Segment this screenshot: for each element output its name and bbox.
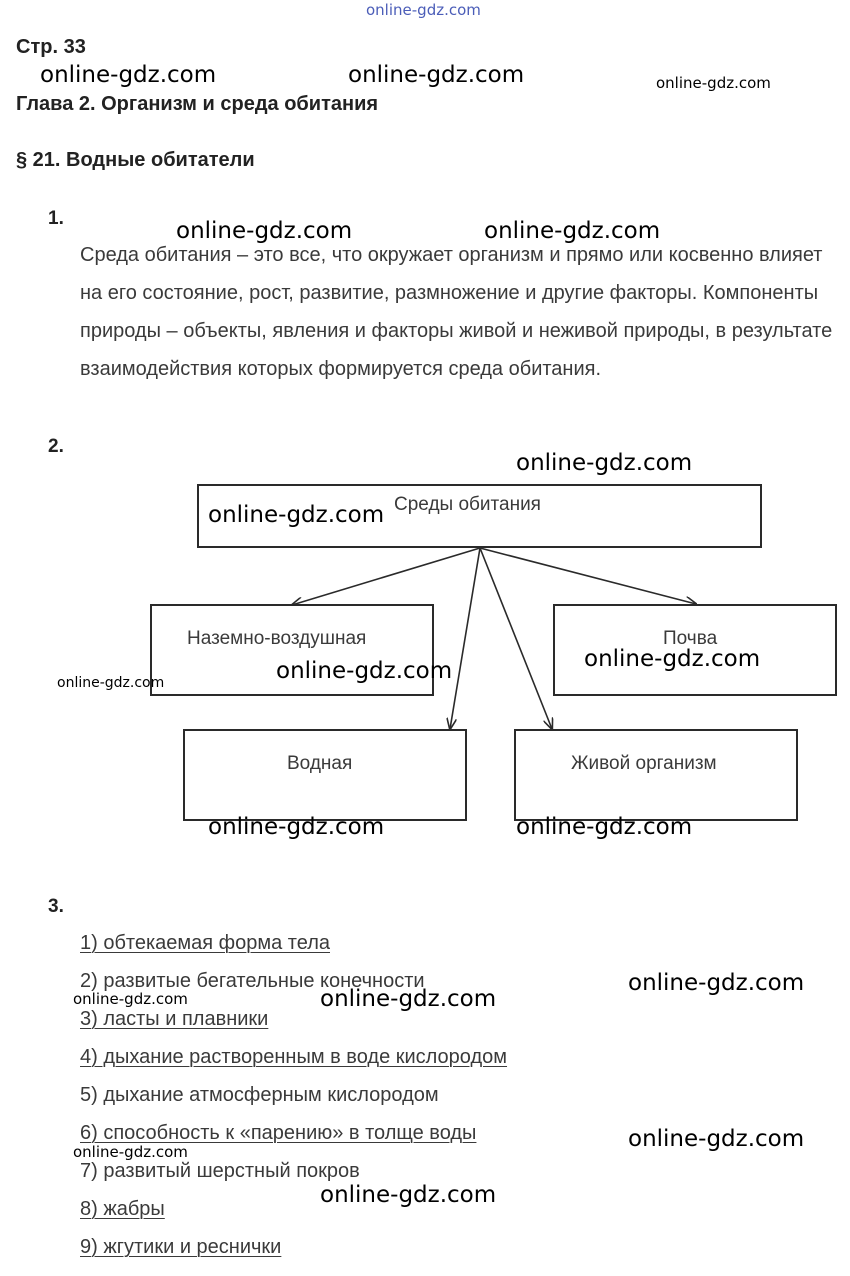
task-3-number: 3.	[48, 896, 64, 917]
watermark: online-gdz.com	[320, 986, 497, 1012]
watermark: online-gdz.com	[516, 814, 693, 840]
watermark: online-gdz.com	[516, 450, 693, 476]
list-item: 2) развитые бегательные конечности	[80, 970, 425, 992]
list-item: 9) жгутики и реснички	[80, 1236, 282, 1258]
task-2-number: 2.	[48, 436, 64, 457]
diagram-label-organism: Живой организм	[571, 753, 717, 774]
watermark: online-gdz.com	[584, 646, 761, 672]
arrow-to-soil	[480, 548, 696, 604]
watermark: online-gdz.com	[628, 1126, 805, 1152]
list-item: 4) дыхание растворенным в воде кислородом	[80, 1046, 508, 1068]
task-1-number: 1.	[48, 208, 64, 229]
task-1-text: Среда обитания – это все, что окружает организм и прямо или косвенно влияет на его состояние, рост, развитие, размножение и другие факторы. Компоненты природы – объекты, явления и факторы живой и неживой природы, в результате взаимодействия которых формируется среда обитания.	[80, 244, 833, 380]
watermark: online-gdz.com	[656, 74, 771, 92]
watermark: online-gdz.com	[276, 658, 453, 684]
watermark: online-gdz.com	[40, 62, 217, 88]
diagram-label-soil: Почва	[663, 628, 718, 649]
list-item: 1) обтекаемая форма тела	[80, 932, 330, 954]
list-item: 5) дыхание атмосферным кислородом	[80, 1084, 439, 1106]
diagram-box-water	[183, 729, 467, 821]
arrow-to-water	[450, 548, 480, 729]
watermark: online-gdz.com	[73, 990, 188, 1008]
section-title: § 21. Водные обитатели	[16, 149, 255, 171]
diagram-label-water: Водная	[287, 753, 353, 774]
arrow-to-organism	[480, 548, 552, 729]
chapter-title: Глава 2. Организм и среда обитания	[16, 93, 379, 115]
diagram-box-organism	[514, 729, 798, 821]
watermark-top: online-gdz.com	[366, 1, 481, 19]
watermark: online-gdz.com	[73, 1143, 188, 1161]
watermark: online-gdz.com	[57, 675, 165, 691]
watermark: online-gdz.com	[208, 814, 385, 840]
list-item: 6) способность к «парению» в толще воды	[80, 1122, 477, 1144]
watermark: online-gdz.com	[208, 502, 385, 528]
list-item: 8) жабры	[80, 1198, 165, 1220]
page-number: Стр. 33	[16, 36, 86, 58]
diagram-root-label: Среды обитания	[394, 494, 541, 515]
list-item: 7) развитый шерстный покров	[80, 1160, 360, 1182]
watermark: online-gdz.com	[348, 62, 525, 88]
watermark: online-gdz.com	[628, 970, 805, 996]
diagram-label-land-air: Наземно-воздушная	[187, 628, 367, 649]
arrow-to-land-air	[292, 548, 480, 605]
watermark: online-gdz.com	[176, 218, 353, 244]
watermark: online-gdz.com	[484, 218, 661, 244]
list-item: 3) ласты и плавники	[80, 1008, 269, 1030]
watermark: online-gdz.com	[320, 1182, 497, 1208]
